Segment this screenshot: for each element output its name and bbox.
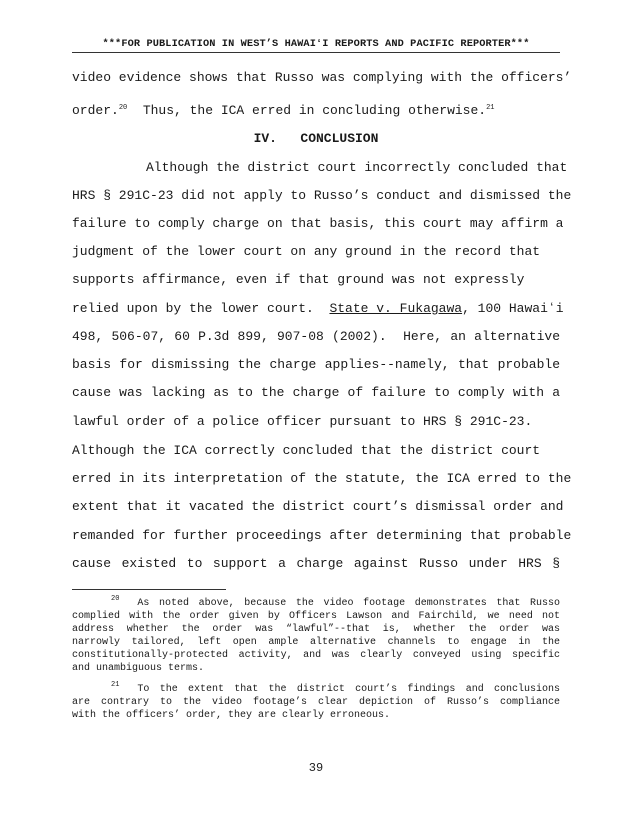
body-line-6: judgment of the lower court on any ground in the record that	[72, 244, 541, 259]
body-line-13: Although the ICA correctly concluded that the district court	[72, 443, 541, 458]
body-line-7: supports affirmance, even if that ground was not expressly	[72, 272, 525, 287]
body-line-1: video evidence shows that Russo was complying with the officers’	[72, 70, 572, 85]
body-line-9: 498, 506-07, 60 P.3d 899, 907-08 (2002). Here, an alternative	[72, 329, 560, 344]
footnote-20-line-4: narrowly tailored, left open ample alternative channels to engage in the	[72, 637, 560, 648]
body-line-8	[72, 301, 564, 317]
heading-number: IV.	[253, 131, 277, 146]
body-line-5: failure to comply charge on that basis, this court may affirm a	[72, 216, 564, 231]
page-number: 39	[308, 761, 324, 775]
body-line-16: remanded for further proceedings after determining that probable	[72, 528, 572, 543]
footnote-21-number: 21	[111, 681, 120, 689]
footnote-21-line-2: are contrary to the video footage’s clear depiction of Russo’s compliance	[72, 697, 560, 708]
footnote-text: To the extent that the district court’s findings and conclusions	[137, 684, 560, 695]
body-line-3: Although the district court incorrectly concluded that	[146, 160, 568, 175]
body-line-11: cause was lacking as to the charge of failure to comply with a	[72, 385, 560, 400]
body-text: Thus, the ICA erred in concluding otherwise.	[127, 103, 487, 118]
footnote-separator	[72, 589, 226, 590]
body-line-17: cause existed to support a charge against Russo under HRS §	[72, 556, 560, 571]
publication-header: ***FOR PUBLICATION IN WEST’S HAWAIʻI REPORTS AND PACIFIC REPORTER***	[102, 38, 530, 50]
body-text: order.	[72, 103, 119, 118]
body-text: relied upon by the lower court.	[72, 301, 330, 316]
footnote-20-number: 20	[111, 595, 120, 603]
body-text: , 100 Hawaiʻi	[462, 301, 564, 316]
case-citation: State v. Fukagawa	[329, 301, 463, 316]
section-heading	[72, 131, 560, 146]
footnote-text: As noted above, because the video footage demonstrates that Russo	[137, 598, 560, 609]
body-line-2	[72, 103, 494, 119]
body-line-10: basis for dismissing the charge applies--namely, that probable	[72, 357, 560, 372]
footnote-21-line-3: with the officers’ order, they are clearly erroneous.	[72, 710, 391, 721]
footnote-20-line-2: complied with the order given by Officers Lawson and Fairchild, we need not	[72, 611, 560, 622]
body-line-14: erred in its interpretation of the statute, the ICA erred to the	[72, 471, 572, 486]
footnote-20-line-5: constitutionally-protected activity, and was clearly conveyed using specific	[72, 650, 560, 661]
footnote-20-line-6: and unambiguous terms.	[72, 663, 205, 674]
footnote-21-line-1	[72, 683, 560, 696]
body-line-4: HRS § 291C-23 did not apply to Russo’s conduct and dismissed the	[72, 188, 572, 203]
body-line-12: lawful order of a police officer pursuant to HRS § 291C-23.	[72, 414, 533, 429]
footnote-ref-21[interactable]: 21	[486, 104, 495, 112]
heading-title: CONCLUSION	[300, 131, 379, 146]
footnote-ref-20[interactable]: 20	[118, 104, 128, 112]
footnote-20-line-3: address whether the order was “lawful”--that is, whether the order was	[72, 624, 560, 635]
footnote-20-line-1	[72, 597, 560, 610]
body-line-15: extent that it vacated the district court’s dismissal order and	[72, 499, 564, 514]
header-rule	[72, 52, 560, 53]
